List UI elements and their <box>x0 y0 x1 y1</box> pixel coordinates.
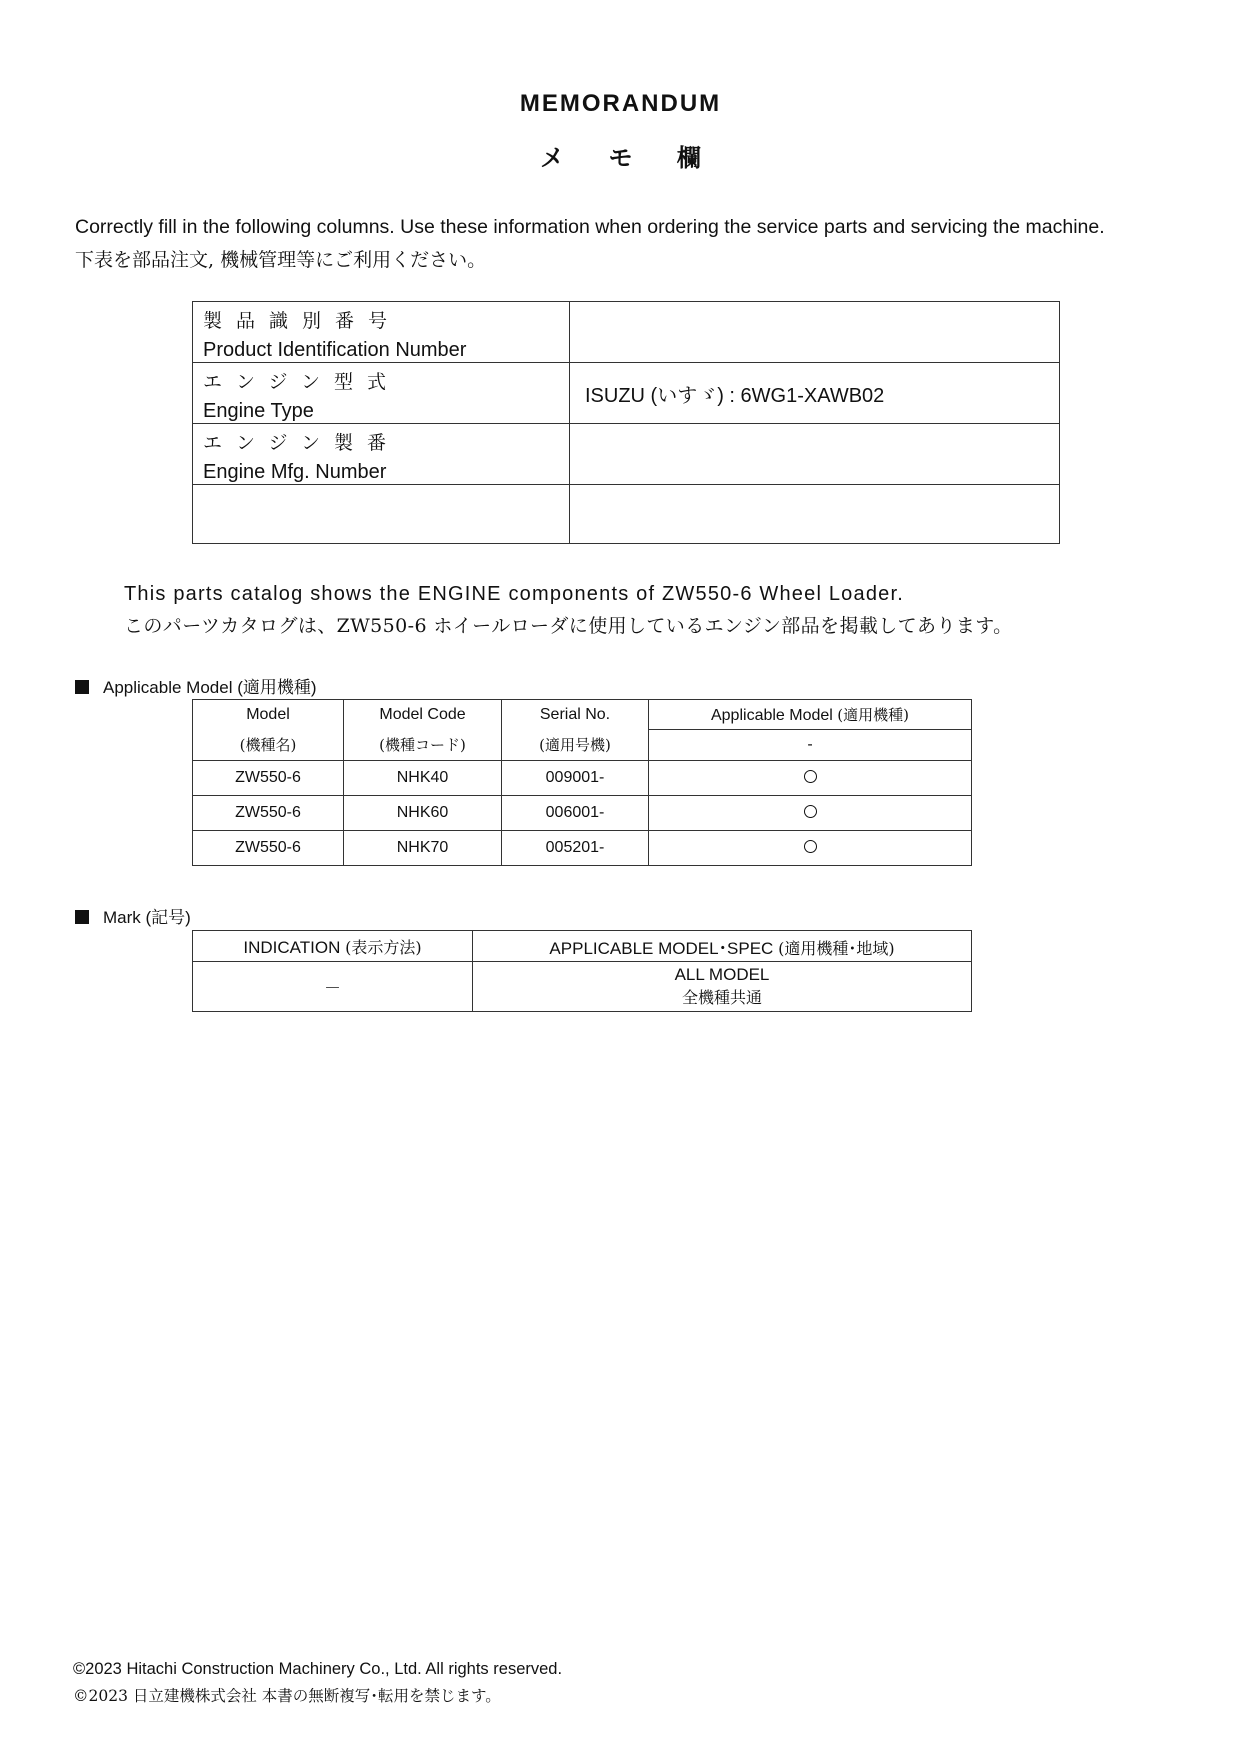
circle-mark-icon <box>804 840 817 853</box>
catalog-note-en: This parts catalog shows the ENGINE components of ZW550-6 Wheel Loader. <box>124 583 904 605</box>
serial-cell: 005201- <box>502 831 649 866</box>
col-applicable-header <box>649 700 972 730</box>
indication-cell: － <box>193 962 473 1012</box>
indication-header-jp: (表示方法) <box>345 937 422 957</box>
id-label-jp: エンジン型式 <box>203 371 401 393</box>
footer-copyright-en: ©2023 Hitachi Construction Machinery Co., Ltd. All rights reserved. <box>73 1660 563 1678</box>
indication-header-en: INDICATION <box>243 937 341 957</box>
spec-value-jp: 全機種共通 <box>681 988 762 1007</box>
col-applicable-sub: - <box>649 730 972 761</box>
spec-cell <box>473 962 972 1012</box>
page-title-jp: メ モ 欄 <box>540 144 701 172</box>
catalog-note-jp: このパーツカタログは、ZW550-6 ホイールローダに使用しているエンジン部品を掲載してあります。 <box>124 615 1013 637</box>
model-table-header <box>193 700 972 730</box>
id-label-en: Engine Mfg. Number <box>203 461 387 483</box>
model-cell: ZW550-6 <box>193 831 344 866</box>
mark-heading-en: Mark <box>103 908 141 927</box>
id-label-cell[interactable] <box>193 485 570 544</box>
id-value-cell[interactable] <box>570 302 1060 363</box>
table-row <box>193 831 972 866</box>
col-serial-header-jp: (適用号機) <box>502 730 649 761</box>
spec-value-en: ALL MODEL <box>674 965 770 984</box>
col-applicable-en: Applicable Model <box>710 707 833 724</box>
mark-table-row <box>193 962 972 1012</box>
applicable-mark-cell <box>649 796 972 831</box>
id-row-product <box>193 302 1060 363</box>
applicable-model-table <box>192 699 972 866</box>
col-serial-header: Serial No. <box>502 700 649 730</box>
table-row <box>193 761 972 796</box>
id-label-en: Engine Type <box>203 400 314 422</box>
col-model-header: Model <box>193 700 344 730</box>
id-label-cell <box>193 363 570 424</box>
identification-table <box>192 301 1060 544</box>
col-code-header-jp: (機種コード) <box>344 730 502 761</box>
id-label-jp: エンジン製番 <box>203 432 401 454</box>
mark-heading-jp: (記号) <box>145 908 191 927</box>
applicable-mark-cell <box>649 831 972 866</box>
id-value-cell[interactable]: ISUZU (いすゞ) : 6WG1-XAWB02 <box>570 363 1060 424</box>
model-cell: ZW550-6 <box>193 796 344 831</box>
bullet-square-icon <box>75 910 89 924</box>
bullet-square-icon <box>75 680 89 694</box>
spec-header-en: APPLICABLE MODEL･SPEC <box>549 938 774 958</box>
serial-cell: 006001- <box>502 796 649 831</box>
applicable-heading-jp: (適用機種) <box>237 678 317 697</box>
mark-table <box>192 930 972 1012</box>
intro-text-en: Correctly fill in the following columns. Use these information when ordering the service parts and servicing the machine. <box>75 216 1105 238</box>
col-model-header-jp: (機種名) <box>193 730 344 761</box>
model-code-cell: NHK40 <box>344 761 502 796</box>
id-label-jp: 製品識別番号 <box>203 310 402 332</box>
col-code-header: Model Code <box>344 700 502 730</box>
circle-mark-icon <box>804 770 817 783</box>
model-table-subheader <box>193 730 972 761</box>
mark-heading <box>75 903 191 928</box>
model-code-cell: NHK60 <box>344 796 502 831</box>
id-row-engine-mfg <box>193 424 1060 485</box>
spec-header-jp: (適用機種･地域) <box>778 938 895 958</box>
id-label-en: Product Identification Number <box>203 339 467 361</box>
applicable-mark-cell <box>649 761 972 796</box>
page-title: MEMORANDUM <box>519 90 722 117</box>
id-value-cell[interactable] <box>570 485 1060 544</box>
mark-table-header <box>193 931 972 962</box>
id-row-blank <box>193 485 1060 544</box>
id-row-engine-type <box>193 363 1060 424</box>
id-value-cell[interactable] <box>570 424 1060 485</box>
indication-header <box>193 931 473 962</box>
id-label-cell <box>193 424 570 485</box>
circle-mark-icon <box>804 805 817 818</box>
model-code-cell: NHK70 <box>344 831 502 866</box>
spec-header <box>473 931 972 962</box>
intro-text-jp: 下表を部品注文, 機械管理等にご利用ください。 <box>75 249 487 271</box>
applicable-model-heading <box>75 673 317 698</box>
id-label-cell <box>193 302 570 363</box>
table-row <box>193 796 972 831</box>
serial-cell: 009001- <box>502 761 649 796</box>
applicable-heading-en: Applicable Model <box>103 678 233 697</box>
model-cell: ZW550-6 <box>193 761 344 796</box>
footer-copyright-jp: ©2023 日立建機株式会社 本書の無断複写･転用を禁じます。 <box>73 1687 501 1705</box>
col-applicable-jp: (適用機種) <box>837 706 910 724</box>
